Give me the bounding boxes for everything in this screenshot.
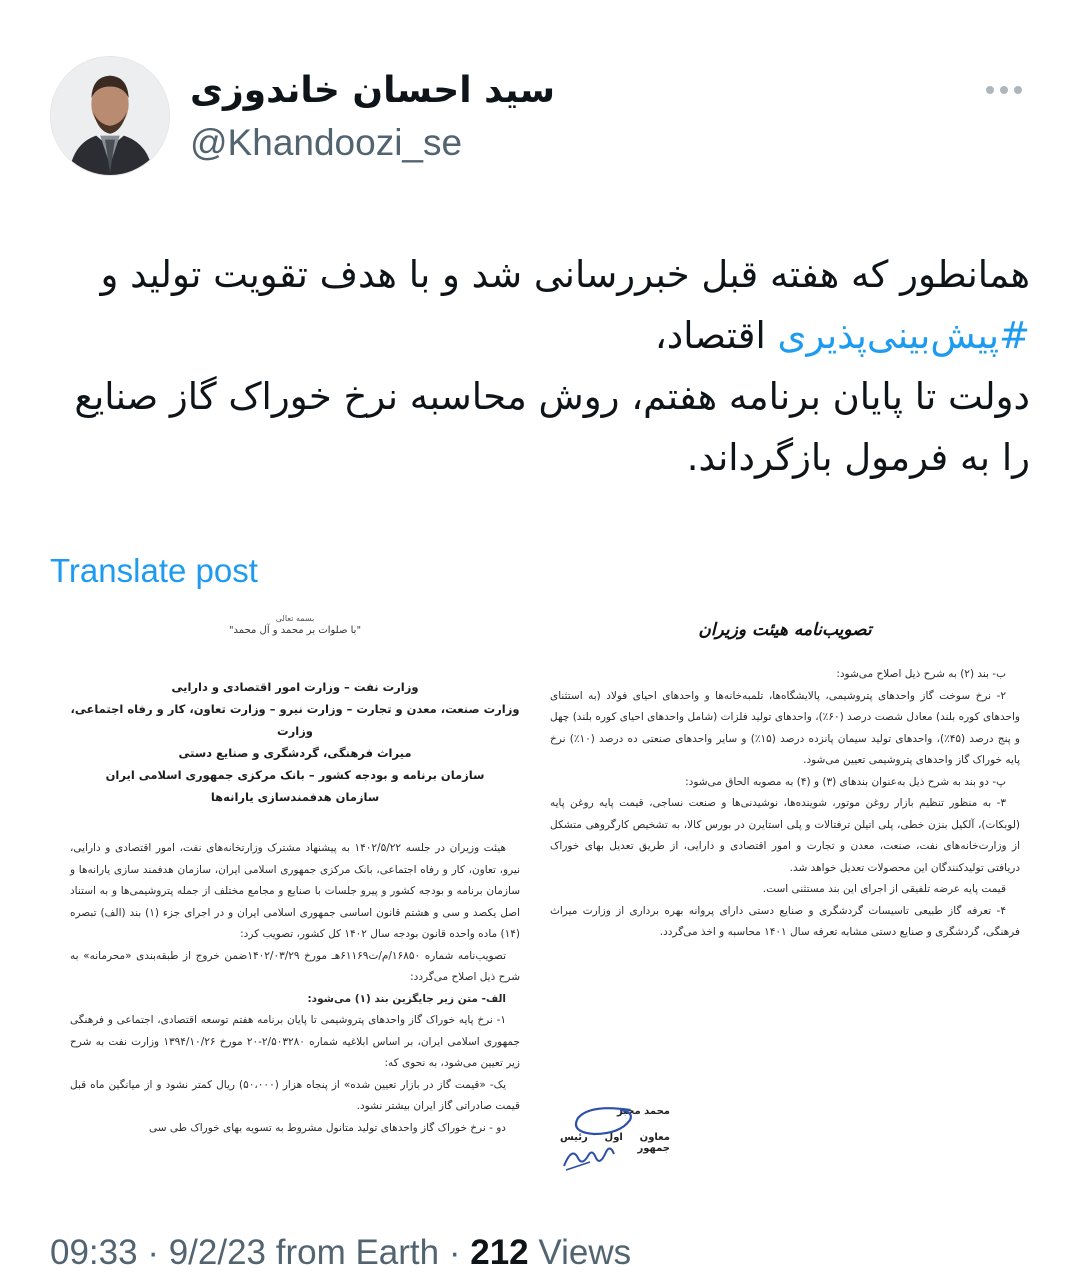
more-horizontal-icon [1014, 86, 1022, 94]
display-name[interactable]: سید احسان خاندوزی [190, 70, 555, 111]
doc-bismillah: بسمه تعالی [275, 614, 315, 623]
attached-document-image[interactable] [50, 606, 1050, 1186]
doc-recipient-line: وزارت نفت – وزارت امور اقتصادی و دارایی [171, 680, 419, 694]
doc-signature-block [560, 1096, 700, 1176]
more-options-button[interactable] [986, 86, 1022, 94]
handwritten-signature-icon [560, 1096, 680, 1176]
tweet-text-part: همانطور که هفته قبل خبررسانی شد و با هدف تقویت تولید و [100, 253, 1030, 296]
tweet-metadata [50, 1233, 631, 1273]
doc-signatory-name: محمد مخبر [616, 1106, 670, 1117]
doc-paragraph: الف- متن زیر جایگزین بند (۱) می‌شود: [307, 992, 506, 1005]
tweet-text-part: دولت تا پایان برنامه هفتم، روش محاسبه نرخ خوراک گاز صنایع را به فرمول بازگرداند. [74, 375, 1030, 479]
separator: · [137, 1233, 169, 1272]
tweet-header [50, 56, 1050, 176]
doc-salavat: "با صلوات بر محمد و آل محمد" [228, 625, 362, 636]
views-label: Views [528, 1233, 632, 1272]
avatar[interactable] [50, 56, 170, 176]
doc-title: تصویب‌نامه هیئت وزیران [698, 620, 872, 640]
doc-paragraph: ۱- نرخ پایه خوراک گاز واحدهای پتروشیمی تا پایان برنامه هفتم توسعه اقتصادی، اجتماعی و فرهنگی جمهوری اسلامی ایران، بر اساس ابلاغیه شماره ۲/۵۰۳۲۸۰-۲۰ مورخ ۱۳۹۴/۱۰/۲۶ وزارت نفت به شرح زیر تعیین می‌شود، به نحوی که: [70, 1014, 520, 1069]
doc-paragraph: قیمت پایه عرضه تلفیقی از اجرای این بند مستثنی است. [762, 883, 1006, 895]
doc-paragraph: هیئت وزیران در جلسه ۱۴۰۲/۵/۲۲ به پیشنهاد مشترک وزارتخانه‌های نفت، امور اقتصادی و دارایی، نیرو، تعاون، کار و رفاه اجتماعی، بانک مرکزی جمهوری اسلامی ایران، سازمان هدفمند سازی یارانه‌ها و سازمان برنامه و بودجه کشور و پیرو جلسات با صنایع و مجامع مختلف از جمله پتروشیمی‌ها و به استناد اصل یکصد و سی و هشتم قانون اساسی جمهوری اسلامی ایران و در اجرای جزء (۱) بند (الف) تبصره (۱۴) ماده واحده قانون بودجه سال ۱۴۰۲ کل کشور، تصویب کرد: [70, 842, 520, 940]
separator: · [439, 1233, 471, 1272]
doc-recipient-line: سازمان برنامه و بودجه کشور – بانک مرکزی جمهوری اسلامی ایران [105, 768, 485, 782]
post-source: from Earth [266, 1233, 440, 1272]
post-date[interactable]: 9/2/23 [168, 1233, 267, 1272]
views-count[interactable]: 212 [470, 1233, 529, 1272]
doc-paragraph: یک- «قیمت گاز در بازار تعیین شده» از پنجاه هزار (۵۰،۰۰۰) ریال کمتر نشود و از میانگین ماه قبل قیمت صادراتی گاز ایران بیشتر نشود. [70, 1078, 520, 1112]
doc-paragraph: ب- بند (۲) به شرح ذیل اصلاح می‌شود: [836, 668, 1006, 680]
doc-paragraph: تصویب‌نامه شماره ۱۶۸۵۰/م/ت۶۱۱۶۹هـ مورخ ۱۴۰۲/۰۳/۲۹ضمن خروج از طبقه‌بندی «محرمانه» به شرح ذیل اصلاح می‌گردد: [70, 949, 520, 983]
doc-paragraph: ۴- تعرفه گاز طبیعی تاسیسات گردشگری و صنایع دستی دارای پروانه بهره برداری از وزارت میراث فرهنگی، گردشگری و صنایع دستی مشابه تعرفه سال ۱۴۰۱ محاسبه و اخذ می‌گردد. [550, 904, 1020, 938]
doc-recipients [70, 676, 520, 808]
doc-recipient-line: میراث فرهنگی، گردشگری و صنایع دستی [178, 746, 412, 760]
translate-post-link[interactable]: Translate post [50, 552, 258, 589]
doc-paragraph: ۳- به منظور تنظیم بازار روغن موتور، شوینده‌ها، نوشیدنی‌ها و صنعت نساجی، قیمت پایه روغن پایه (لوبکات)، آلکیل بنزن خطی، پلی اتیلن ترفتالات و پلی استایرن در بورس کالا، به تشخیص کارگروهی متشکل از وزارت‌خانه‌های نفت، صنعت، معدن و تجارت و امور اقتصادی و دارایی، از طریق تعدیل بهای خوراک دریافتی تولیدکنندگان این محصولات تعدیل خواهد شد. [550, 797, 1020, 874]
document-page-left [70, 606, 520, 1186]
doc-paragraph: دو - نرخ خوراک گاز واحدهای تولید متانول مشروط به تسویه بهای خوراک طی سی [149, 1121, 506, 1134]
doc-paragraph: پ- دو بند به شرح ذیل به‌عنوان بندهای (۳) و (۴) به مصوبه الحاق می‌شود: [685, 775, 1006, 788]
hashtag-link[interactable]: #پیش‌بینی‌پذیری [777, 314, 1030, 357]
doc-paragraph: ۲- نرخ سوخت گاز واحدهای پتروشیمی، پالایشگاه‌ها، تلمبه‌خانه‌ها و واحدهای احیای فولاد (به استثنای واحدهای کوره بلند) معادل شصت درصد (۶۰٪)، واحدهای تولید فلزات (شامل واحدهای احیای کوره بلند) چهل و پنج درصد (۴۵٪)، واحدهای تولید سیمان پانزده درصد (۱۵٪) و سایر واحدهای صنعتی ده درصد (۱۰٪) نرخ پایه خوراک گاز واحدهای پتروشیمی تعیین می‌شود. [550, 689, 1020, 766]
doc-recipient-line: سازمان هدفمندسازی یارانه‌ها [210, 790, 380, 804]
doc-recipient-line: وزارت صنعت، معدن و تجارت – وزارت نیرو – وزارت تعاون، کار و رفاه اجتماعی، وزارت [70, 702, 520, 738]
post-time[interactable]: 09:33 [50, 1233, 138, 1272]
user-handle[interactable]: @Khandoozi_se [190, 122, 463, 163]
document-page-right [550, 606, 1020, 1186]
doc-signatory-role: معاون اول رئیس جمهور [560, 1132, 670, 1154]
more-horizontal-icon [1000, 86, 1008, 94]
more-horizontal-icon [986, 86, 994, 94]
tweet-text-part: اقتصاد، [654, 314, 778, 357]
tweet-text [50, 244, 1030, 488]
avatar-photo-icon [51, 57, 169, 175]
doc-body [550, 664, 1020, 944]
